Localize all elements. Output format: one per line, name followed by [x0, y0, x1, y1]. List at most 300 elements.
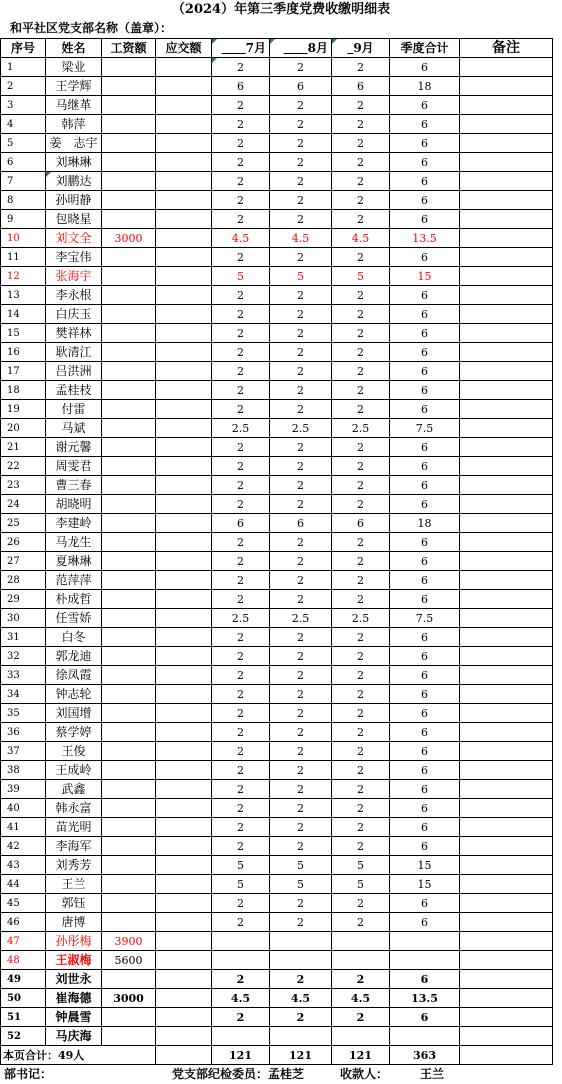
- cell-sep: 2: [332, 476, 390, 495]
- cell-salary: [102, 647, 156, 666]
- cell-aug: 2: [270, 628, 332, 647]
- cell-aug: 4.5: [270, 229, 332, 248]
- cell-due: [156, 96, 212, 115]
- cell-aug: 2: [270, 837, 332, 856]
- cell-total: 6: [390, 438, 460, 457]
- cell-aug: 2: [270, 571, 332, 590]
- totals-remarks: [460, 1046, 553, 1065]
- table-row: [1, 590, 553, 609]
- cell-aug: 2: [270, 780, 332, 799]
- cell-jul: 2.5: [212, 609, 270, 628]
- cell-total: 6: [390, 286, 460, 305]
- cell-due: [156, 343, 212, 362]
- cell-total: 6: [390, 723, 460, 742]
- cell-jul: 2: [212, 115, 270, 134]
- cell-seq: 11: [1, 248, 46, 267]
- table-row: [1, 704, 553, 723]
- cell-sep: 2: [332, 191, 390, 210]
- cell-name: 白冬: [46, 628, 102, 647]
- cell-name: 李永根: [46, 286, 102, 305]
- branch-name-label: 和平社区党支部名称（盖章）：: [10, 21, 173, 35]
- cell-due: [156, 932, 212, 951]
- cell-total: 6: [390, 115, 460, 134]
- cell-salary: [102, 286, 156, 305]
- cell-name: 孟桂枝: [46, 381, 102, 400]
- totals-row: [1, 1046, 553, 1065]
- cell-name: 朴成哲: [46, 590, 102, 609]
- cell-jul: 2: [212, 628, 270, 647]
- cell-remarks: [460, 951, 553, 970]
- table-row: [1, 286, 553, 305]
- table-row: [1, 913, 553, 932]
- cell-sep: 2: [332, 153, 390, 172]
- cell-total: 6: [390, 970, 460, 989]
- cell-name: 王俊: [46, 742, 102, 761]
- cell-aug: 2: [270, 343, 332, 362]
- cell-remarks: [460, 229, 553, 248]
- cell-salary: [102, 970, 156, 989]
- totals-aug: 121: [270, 1046, 332, 1065]
- cell-seq: 31: [1, 628, 46, 647]
- cell-seq: 21: [1, 438, 46, 457]
- table-row: [1, 647, 553, 666]
- header-seq: 序号: [1, 39, 46, 58]
- cell-sep: 2: [332, 96, 390, 115]
- cell-salary: [102, 172, 156, 191]
- cell-jul: 2: [212, 343, 270, 362]
- cell-salary: [102, 153, 156, 172]
- cell-remarks: [460, 894, 553, 913]
- cell-due: [156, 837, 212, 856]
- cell-total: 7.5: [390, 609, 460, 628]
- cell-total: 18: [390, 514, 460, 533]
- cell-name: 钟晨雪: [46, 1008, 102, 1027]
- cell-total: 6: [390, 894, 460, 913]
- cell-sep: 2: [332, 210, 390, 229]
- cell-aug: 2: [270, 552, 332, 571]
- cell-sep: 2.5: [332, 609, 390, 628]
- cell-name: 夏琳琳: [46, 552, 102, 571]
- cell-name: 曹三春: [46, 476, 102, 495]
- cell-remarks: [460, 552, 553, 571]
- table-row: [1, 115, 553, 134]
- cell-remarks: [460, 685, 553, 704]
- collector-name: 王兰: [420, 1067, 445, 1081]
- cell-aug: 2: [270, 172, 332, 191]
- cell-due: [156, 267, 212, 286]
- cell-due: [156, 324, 212, 343]
- cell-due: [156, 514, 212, 533]
- cell-total: 6: [390, 305, 460, 324]
- cell-sep: 2: [332, 628, 390, 647]
- table-row: [1, 742, 553, 761]
- cell-seq: 25: [1, 514, 46, 533]
- cell-jul: 2: [212, 96, 270, 115]
- cell-salary: [102, 628, 156, 647]
- cell-marker-icon: [332, 39, 337, 44]
- cell-remarks: [460, 780, 553, 799]
- table-row: [1, 628, 553, 647]
- cell-sep: 2: [332, 457, 390, 476]
- cell-due: [156, 58, 212, 77]
- header-due: 应交额: [156, 39, 212, 58]
- cell-seq: 8: [1, 191, 46, 210]
- table-row: [1, 400, 553, 419]
- cell-name: 张海宇: [46, 267, 102, 286]
- cell-jul: 2: [212, 723, 270, 742]
- cell-remarks: [460, 856, 553, 875]
- cell-jul: 6: [212, 77, 270, 96]
- cell-name: 王淑梅: [46, 951, 102, 970]
- totals-due: [156, 1046, 212, 1065]
- cell-sep: [332, 932, 390, 951]
- table-row: [1, 476, 553, 495]
- cell-salary: 3000: [102, 229, 156, 248]
- cell-total: 6: [390, 818, 460, 837]
- cell-jul: 2: [212, 438, 270, 457]
- cell-name: 周雯君: [46, 457, 102, 476]
- cell-jul: 2: [212, 191, 270, 210]
- cell-total: 6: [390, 495, 460, 514]
- cell-due: [156, 191, 212, 210]
- table-row: [1, 1027, 553, 1046]
- table-row: [1, 818, 553, 837]
- cell-name: 胡晓明: [46, 495, 102, 514]
- cell-name: 樊祥林: [46, 324, 102, 343]
- cell-aug: 5: [270, 267, 332, 286]
- cell-jul: 2: [212, 666, 270, 685]
- cell-name: 姜 志宇: [46, 134, 102, 153]
- cell-seq: 35: [1, 704, 46, 723]
- cell-due: [156, 875, 212, 894]
- table-row: [1, 856, 553, 875]
- cell-aug: 6: [270, 514, 332, 533]
- cell-name: 马龙生: [46, 533, 102, 552]
- cell-sep: 4.5: [332, 989, 390, 1008]
- cell-jul: 4.5: [212, 229, 270, 248]
- cell-remarks: [460, 438, 553, 457]
- cell-salary: [102, 267, 156, 286]
- cell-total: 13.5: [390, 989, 460, 1008]
- cell-due: [156, 685, 212, 704]
- cell-jul: 2: [212, 58, 270, 77]
- cell-aug: [270, 1027, 332, 1046]
- cell-sep: 2: [332, 761, 390, 780]
- cell-due: [156, 799, 212, 818]
- table-row: [1, 153, 553, 172]
- cell-aug: 2: [270, 476, 332, 495]
- cell-sep: 2: [332, 533, 390, 552]
- cell-remarks: [460, 381, 553, 400]
- cell-seq: 17: [1, 362, 46, 381]
- cell-jul: 2: [212, 324, 270, 343]
- cell-sep: 4.5: [332, 229, 390, 248]
- cell-jul: 2: [212, 248, 270, 267]
- cell-total: 6: [390, 533, 460, 552]
- cell-name: 包晓星: [46, 210, 102, 229]
- cell-remarks: [460, 932, 553, 951]
- cell-seq: 41: [1, 818, 46, 837]
- cell-total: 6: [390, 666, 460, 685]
- table-row: [1, 609, 553, 628]
- cell-due: [156, 77, 212, 96]
- cell-due: [156, 495, 212, 514]
- table-row: [1, 1008, 553, 1027]
- cell-due: [156, 913, 212, 932]
- cell-name: 梁业: [46, 58, 102, 77]
- cell-jul: 2: [212, 400, 270, 419]
- cell-name: 任雪娇: [46, 609, 102, 628]
- cell-seq: 32: [1, 647, 46, 666]
- cell-total: 6: [390, 153, 460, 172]
- cell-remarks: [460, 457, 553, 476]
- cell-salary: [102, 552, 156, 571]
- cell-marker-icon: [212, 58, 217, 63]
- cell-sep: 2: [332, 970, 390, 989]
- cell-jul: [212, 932, 270, 951]
- table-row: [1, 324, 553, 343]
- cell-jul: 5: [212, 856, 270, 875]
- cell-salary: [102, 381, 156, 400]
- cell-salary: [102, 571, 156, 590]
- table-row: [1, 191, 553, 210]
- cell-aug: 2: [270, 666, 332, 685]
- cell-due: [156, 172, 212, 191]
- cell-due: [156, 856, 212, 875]
- cell-salary: [102, 96, 156, 115]
- cell-total: 15: [390, 875, 460, 894]
- cell-due: [156, 894, 212, 913]
- cell-total: 6: [390, 1008, 460, 1027]
- cell-seq: 20: [1, 419, 46, 438]
- cell-sep: 2: [332, 647, 390, 666]
- table-row: [1, 989, 553, 1008]
- cell-name: 钟志轮: [46, 685, 102, 704]
- table-row: [1, 172, 553, 191]
- cell-seq: 16: [1, 343, 46, 362]
- cell-sep: 2: [332, 704, 390, 723]
- cell-aug: 5: [270, 856, 332, 875]
- cell-remarks: [460, 761, 553, 780]
- cell-seq: 52: [1, 1027, 46, 1046]
- table-row: [1, 77, 553, 96]
- cell-total: [390, 951, 460, 970]
- cell-aug: 2: [270, 58, 332, 77]
- cell-aug: 2: [270, 685, 332, 704]
- cell-total: 6: [390, 552, 460, 571]
- table-row: [1, 381, 553, 400]
- cell-sep: 2: [332, 362, 390, 381]
- cell-jul: 2: [212, 153, 270, 172]
- cell-sep: 2: [332, 780, 390, 799]
- cell-due: [156, 571, 212, 590]
- cell-remarks: [460, 742, 553, 761]
- table-row: [1, 780, 553, 799]
- cell-jul: 2: [212, 1008, 270, 1027]
- cell-aug: 2.5: [270, 609, 332, 628]
- cell-salary: [102, 134, 156, 153]
- cell-remarks: [460, 1008, 553, 1027]
- cell-total: 6: [390, 96, 460, 115]
- cell-total: 6: [390, 457, 460, 476]
- cell-sep: [332, 1027, 390, 1046]
- cell-sep: 5: [332, 875, 390, 894]
- header-total: 季度合计: [390, 39, 460, 58]
- cell-sep: 2: [332, 400, 390, 419]
- cell-remarks: [460, 343, 553, 362]
- cell-remarks: [460, 704, 553, 723]
- table-row: [1, 495, 553, 514]
- cell-seq: 22: [1, 457, 46, 476]
- cell-name: 蔡学婷: [46, 723, 102, 742]
- cell-salary: [102, 362, 156, 381]
- cell-salary: [102, 913, 156, 932]
- cell-name: 吕洪洲: [46, 362, 102, 381]
- cell-total: 6: [390, 704, 460, 723]
- cell-salary: [102, 476, 156, 495]
- cell-seq: 30: [1, 609, 46, 628]
- cell-due: [156, 134, 212, 153]
- cell-due: [156, 761, 212, 780]
- cell-salary: [102, 514, 156, 533]
- cell-salary: [102, 419, 156, 438]
- cell-due: [156, 666, 212, 685]
- cell-sep: 5: [332, 267, 390, 286]
- cell-seq: 6: [1, 153, 46, 172]
- cell-salary: [102, 723, 156, 742]
- table-row: [1, 875, 553, 894]
- cell-name: 唐博: [46, 913, 102, 932]
- cell-aug: 2: [270, 191, 332, 210]
- cell-remarks: [460, 191, 553, 210]
- cell-remarks: [460, 875, 553, 894]
- cell-jul: 2: [212, 837, 270, 856]
- cell-aug: 2: [270, 400, 332, 419]
- cell-due: [156, 970, 212, 989]
- totals-quarter: 363: [390, 1046, 460, 1065]
- cell-name: 范萍萍: [46, 571, 102, 590]
- cell-sep: 2: [332, 1008, 390, 1027]
- cell-seq: 27: [1, 552, 46, 571]
- cell-remarks: [460, 647, 553, 666]
- cell-sep: 5: [332, 856, 390, 875]
- cell-sep: 2: [332, 742, 390, 761]
- cell-due: [156, 248, 212, 267]
- sheet-title: （2024）年第三季度党费收缴明细表: [171, 2, 391, 17]
- cell-seq: 3: [1, 96, 46, 115]
- cell-seq: 44: [1, 875, 46, 894]
- cell-salary: [102, 894, 156, 913]
- cell-seq: 29: [1, 590, 46, 609]
- cell-jul: 5: [212, 267, 270, 286]
- cell-jul: 2: [212, 704, 270, 723]
- cell-jul: [212, 951, 270, 970]
- cell-sep: 6: [332, 77, 390, 96]
- cell-due: [156, 419, 212, 438]
- cell-salary: 3900: [102, 932, 156, 951]
- cell-aug: 5: [270, 875, 332, 894]
- table-row: [1, 267, 553, 286]
- cell-name: 孙彤梅: [46, 932, 102, 951]
- cell-due: [156, 951, 212, 970]
- cell-name: 王兰: [46, 875, 102, 894]
- cell-remarks: [460, 590, 553, 609]
- cell-name: 马庆海: [46, 1027, 102, 1046]
- table-row: [1, 932, 553, 951]
- cell-sep: [332, 951, 390, 970]
- cell-aug: 2: [270, 305, 332, 324]
- cell-seq: 13: [1, 286, 46, 305]
- cell-jul: 2: [212, 799, 270, 818]
- table-row: [1, 229, 553, 248]
- cell-salary: [102, 609, 156, 628]
- cell-seq: 33: [1, 666, 46, 685]
- cell-seq: 14: [1, 305, 46, 324]
- cell-sep: 2: [332, 685, 390, 704]
- cell-due: [156, 989, 212, 1008]
- cell-aug: 2: [270, 818, 332, 837]
- cell-total: 15: [390, 267, 460, 286]
- cell-jul: 2: [212, 552, 270, 571]
- cell-seq: 5: [1, 134, 46, 153]
- cell-aug: 2: [270, 970, 332, 989]
- cell-sep: 2: [332, 818, 390, 837]
- cell-sep: 2: [332, 58, 390, 77]
- cell-remarks: [460, 210, 553, 229]
- cell-seq: 7: [1, 172, 46, 191]
- cell-sep: 2: [332, 381, 390, 400]
- table-row: [1, 58, 553, 77]
- table-row: [1, 362, 553, 381]
- cell-salary: [102, 533, 156, 552]
- cell-sep: 2: [332, 286, 390, 305]
- cell-aug: 2: [270, 533, 332, 552]
- header-aug: 8月: [270, 39, 332, 58]
- header-row: [1, 39, 553, 58]
- cell-jul: 2: [212, 286, 270, 305]
- table-row: [1, 514, 553, 533]
- cell-due: [156, 628, 212, 647]
- cell-remarks: [460, 609, 553, 628]
- cell-remarks: [460, 476, 553, 495]
- cell-due: [156, 818, 212, 837]
- secretary-label: 部书记：: [4, 1067, 53, 1081]
- cell-salary: [102, 77, 156, 96]
- cell-jul: 2: [212, 970, 270, 989]
- header-name: 姓名: [46, 39, 102, 58]
- cell-remarks: [460, 913, 553, 932]
- cell-jul: 2: [212, 685, 270, 704]
- table-row: [1, 799, 553, 818]
- cell-seq: 46: [1, 913, 46, 932]
- cell-sep: 2: [332, 438, 390, 457]
- cell-total: 13.5: [390, 229, 460, 248]
- cell-seq: 40: [1, 799, 46, 818]
- cell-remarks: [460, 628, 553, 647]
- cell-remarks: [460, 58, 553, 77]
- cell-remarks: [460, 837, 553, 856]
- cell-sep: 2: [332, 666, 390, 685]
- cell-seq: 39: [1, 780, 46, 799]
- header-sep: 9月: [332, 39, 390, 58]
- table-row: [1, 761, 553, 780]
- cell-aug: 2: [270, 286, 332, 305]
- header-remarks: 备注: [460, 39, 553, 58]
- cell-total: 6: [390, 571, 460, 590]
- cell-seq: 49: [1, 970, 46, 989]
- cell-name: 李建岭: [46, 514, 102, 533]
- cell-remarks: [460, 324, 553, 343]
